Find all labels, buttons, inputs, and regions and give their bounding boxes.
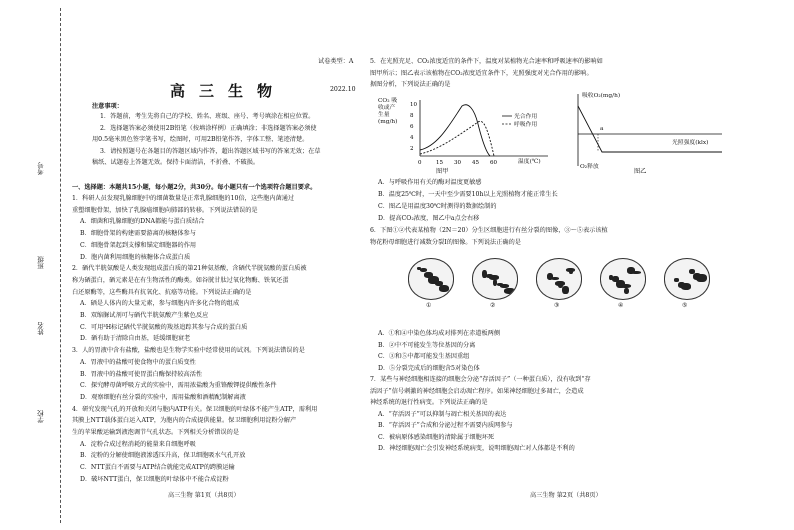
chart-jia-caption: 图甲	[436, 168, 449, 175]
text-line: A．细菌和乳腺细胞的DNA都能与蛋白质结合	[80, 218, 205, 226]
cell-micrograph	[408, 258, 454, 300]
binding-line	[60, 8, 61, 523]
chromosome-blob	[696, 274, 707, 282]
x-tick: 60	[490, 160, 497, 166]
exam-date: 2022.10	[330, 86, 356, 93]
chart-yi-ylabel: 吸收O₂(mg/h)	[582, 93, 621, 99]
paper-type: 试卷类型：A	[318, 58, 354, 65]
text-line: 活因子”信号刺激的神经细胞会启动凋亡程序。如果神经细胞过多凋亡，会造成	[370, 387, 584, 395]
text-line: C．被病原体感染细胞的清除属于细胞坏死	[378, 433, 495, 441]
section-heading: 一、选择题：本题共15小题，每小题2分，共30分。每小题只有一个选项符合题目要求。	[72, 184, 317, 191]
micrograph-label: ④	[618, 302, 624, 309]
text-line: 称为硒蛋白，硒元素是在有生物活性的酶类。如谷胱甘肽过氧化物酶、铁氧还蛋	[72, 276, 289, 284]
text-line: 7．某些与神经细胞相连接的细胞会分泌“存活因子”（一种蛋白质），没有收到“存	[370, 376, 591, 383]
chromosome-blob	[627, 267, 635, 274]
text-line: A．①和④中染色体均成对排列在赤道板两侧	[378, 330, 501, 337]
text-line: B．“存活因子”合成和分泌过程不需要内质网参与	[378, 422, 513, 429]
text-line: 白还原酶等，这些酶具有抗氧化、抗癌等功能。下列说法正确的是	[72, 288, 252, 296]
chart-jia-ylabel: CO₂ 吸收或产生量 (mg/h)	[378, 98, 398, 125]
text-line: 生的苹果酸运输到液泡调节气孔状态。下列相关分析错误的是	[72, 429, 240, 436]
text-line: 3．人的胃液中含有盐酸，盐酸也是生物学实验中经常使用的试剂。下列说法错误的是	[72, 347, 305, 355]
chromosome-blob	[562, 286, 569, 294]
chromosome-blob	[482, 270, 487, 278]
text-line: D．观察细胞有丝分裂的实验中，需用盐酸和酒精配制解离液	[80, 393, 246, 401]
text-line: D．神经细胞凋亡会引发神经系统病变，说明细胞凋亡对人体都是不利的	[378, 445, 575, 452]
chart-yi-xlabel: 光照强度(klx)	[672, 140, 709, 146]
text-line: A．与呼吸作用有关的酶对温度更敏感	[378, 179, 482, 186]
chromosome-blob	[489, 275, 499, 280]
y-tick: 6	[410, 124, 414, 130]
micrograph-label: ⑤	[682, 302, 688, 309]
text-line: 图甲所示；图乙表示该植物在CO₂浓度适宜条件下，光照强度对光合作用的影响。	[370, 69, 593, 77]
chromosome-blob	[624, 288, 629, 294]
text-line: 2．硒代半胱氨酸是人类发现组成蛋白质的第21种氨基酸，含硒代半胱氨酸的蛋白质被	[72, 265, 307, 273]
text-line: C．探究酵母菌呼吸方式的实验中，需用浓盐酸为重铬酸钾提供酸性条件	[80, 382, 277, 390]
chart-yi-caption: 图乙	[634, 168, 647, 175]
respiration-curve	[420, 121, 494, 156]
chromosome-blob	[420, 268, 427, 272]
text-line: 5．在光照充足、CO₂浓度适宜的条件下，温度对某植物光合速率和呼吸速率的影响如	[370, 58, 603, 65]
text-line: 1．科研人员发现乳腺细胞中的细菌数量是正常乳腺细胞的10倍，这些胞内菌通过	[72, 195, 295, 202]
x-tick: 0	[418, 160, 422, 166]
micrographs	[408, 258, 728, 320]
micrograph-label: ①	[426, 302, 432, 309]
micrograph-label: ②	[490, 302, 496, 309]
footer-left: 高三生物 第1页（共8页）	[168, 492, 240, 499]
chromosome-blob	[439, 285, 449, 292]
footer-right: 高三生物 第2页（共8页）	[530, 492, 602, 499]
text-line: B．胃液中的盐酸可使胃蛋白酶保持较高活性	[80, 370, 203, 378]
text-line: D．胞内菌利用细胞的核糖体合成蛋白质	[80, 253, 191, 261]
text-line: D．破坏NTT蛋白，保卫细胞的叶绿体中不能合成淀粉	[80, 475, 229, 483]
text-line: A．胃液中的盐酸可使食物中的蛋白质变性	[80, 358, 196, 366]
text-line: B．淀粉的分解使细胞液渗透压升高，保卫细胞吸水气孔开放	[80, 452, 246, 460]
chart-jia-xlabel: 温度(℃)	[518, 159, 541, 165]
y-tick: 4	[410, 135, 414, 141]
chromosome-blob	[681, 283, 691, 290]
note-item: 3．请按照题号在各题目的答题区域内作答，超出答题区域书写的答案无效；在草	[100, 147, 321, 155]
chromosome-blob	[493, 279, 497, 286]
margin-xuexiao: 学校	[37, 410, 45, 423]
text-line: A．“存活因子”可以抑制与凋亡相关基因的表达	[378, 410, 507, 418]
text-line: B．②中不可能发生等位基因的分离	[378, 341, 476, 349]
y-tick: 10	[410, 102, 417, 108]
chart-yi-point-a: a	[600, 126, 604, 132]
text-line: 6．下图①②代表某植物（2N＝20）分生区细胞进行有丝分裂的图像，③～⑤表示该植	[370, 226, 608, 234]
x-tick: 30	[454, 160, 461, 166]
chart-yi-ybottom: O₂释放	[580, 164, 599, 170]
text-line: 其膜上NTT载体蛋白运入ATP，为胞内的合成提供能量。保卫细胞利用淀粉分解产	[72, 417, 297, 425]
margin-xingming: 姓名	[37, 322, 45, 335]
chromosome-blob	[569, 269, 573, 274]
text-line: 物花粉母细胞进行减数分裂Ⅰ的图像。下列说法正确的是	[370, 238, 521, 246]
x-tick: 15	[436, 160, 443, 166]
margin-kaohao: 考号	[37, 162, 45, 175]
notes-heading: 注意事项：	[92, 103, 123, 110]
text-line: C．图乙是用温度30℃时测得的数据绘制的	[378, 202, 497, 210]
text-line: 4．研究发现气孔的开放和关闭与胞内ATP有关。保卫细胞的叶绿体不能产生ATP，需利用	[72, 405, 318, 413]
micrograph-label: ③	[554, 302, 560, 309]
text-line: B．温度25℃时，一天中至少需要10h以上光照植物才能正常生长	[378, 190, 558, 198]
y-tick: 8	[410, 113, 414, 119]
chromosome-blob	[435, 281, 443, 286]
chromosome-blob	[674, 278, 679, 282]
chromosome-blob	[547, 273, 553, 280]
margin-banji: 班级	[37, 256, 45, 269]
text-line: D．提高CO₂浓度，图乙中a点会右移	[378, 214, 480, 222]
text-line: A．硒是人体内的大量元素，参与细胞内许多化合物的组成	[80, 300, 240, 308]
chromosome-blob	[689, 269, 695, 274]
chart-yi-svg	[572, 90, 732, 170]
cell-micrograph	[472, 258, 518, 300]
chart-jia-legend-2: 呼吸作用	[514, 122, 538, 128]
text-line: C．③和⑤中都可能发生基因重组	[378, 353, 470, 360]
y-tick: 2	[410, 146, 414, 152]
cell-micrograph	[600, 258, 646, 300]
photosynthesis-curve	[420, 105, 490, 156]
chromosome-blob	[500, 284, 509, 288]
note-item: 稿纸、试题卷上答题无效。保持卡面清洁，不折叠、不破损。	[92, 159, 260, 166]
text-line: C．细胞骨架起到支撑和锚定细胞器的作用	[80, 241, 197, 249]
text-line: 重塑细胞骨架，加快了乳腺癌细胞向肺部的转移。下列说法错误的是	[72, 206, 258, 214]
chromosome-blob	[558, 282, 563, 288]
text-line: B．细胞骨架的构建需要游离的核糖体参与	[80, 230, 196, 238]
chromosome-blob	[504, 288, 515, 294]
text-line: A．淀粉合成过程消耗的能量来自细胞呼吸	[80, 440, 196, 448]
x-tick: 45	[472, 160, 479, 166]
text-line: B．双缩脲试剂可与硒代半胱氨酸产生紫色反应	[80, 312, 209, 319]
chart-yi	[572, 90, 732, 170]
cell-micrograph	[536, 258, 582, 300]
text-line: C．NTT蛋白不需要与ATP结合就能完成ATP的跨膜运输	[80, 464, 235, 472]
cell-micrograph	[664, 258, 710, 300]
text-line: C．可用³H标记硒代半胱氨酸的羧基追踪其参与合成的蛋白质	[80, 323, 248, 331]
note-item: 1．答题前，考生先将自己的学校、姓名、班级、座号、考号填涂在相应位置。	[100, 113, 315, 120]
text-line: D．硒有助于清除自由基，延缓细胞衰老	[80, 335, 191, 343]
chart-jia-legend-1: 光合作用	[514, 114, 538, 120]
note-item: 用0.5毫米黑色签字笔书写，绘图时，可用2B铅笔作答，字体工整、笔迹清楚。	[92, 136, 309, 143]
chromosome-blob	[431, 277, 437, 280]
text-line: 据图分析，下列说法正确的是	[370, 81, 451, 88]
text-line: 神经系统的退行性病变。下列说法正确的是	[370, 399, 488, 406]
chart-jia	[378, 94, 554, 176]
note-item: 2．选择题答案必须使用2B铅笔（按填涂样例）正确填涂；非选择题答案必须使	[100, 124, 317, 132]
chromosome-blob	[612, 276, 619, 282]
text-line: D．⑤分裂完成后的细胞含5对染色体	[378, 364, 480, 372]
page-title: 高三生物	[170, 82, 287, 100]
